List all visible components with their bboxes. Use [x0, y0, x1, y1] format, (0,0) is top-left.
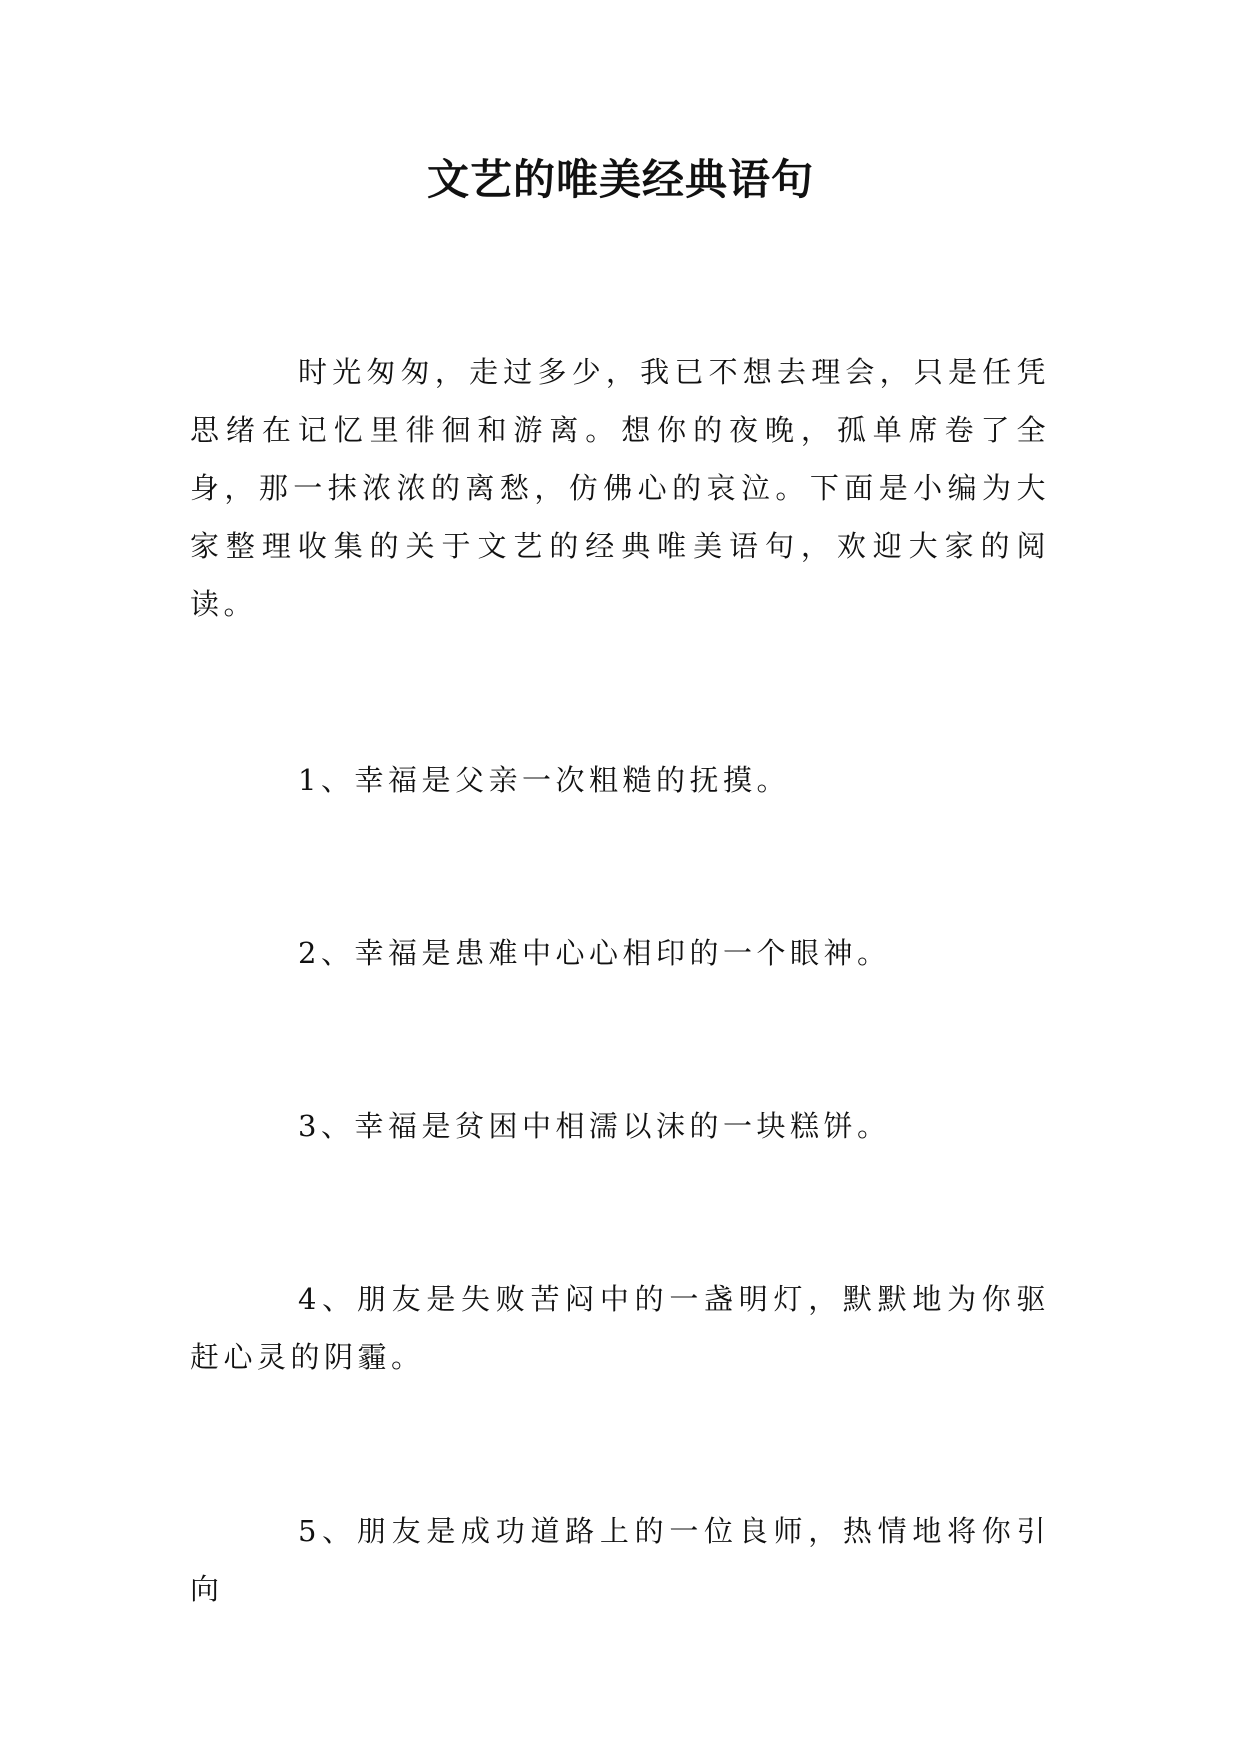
list-item: 1、幸福是父亲一次粗糙的抚摸。: [298, 763, 790, 797]
page-title: 文艺的唯美经典语句: [426, 155, 814, 204]
intro-paragraph: 时光匆匆，走过多少，我已不想去理会，只是任凭思绪在记忆里徘徊和游离。想你的夜晚，孤单席卷了全身，那一抹浓浓的离愁，仿佛心的哀泣。下面是小编为大家整理收集的关于文艺的经典唯美语句，欢迎大家的阅读。: [190, 355, 1050, 621]
list-item: 3、幸福是贫困中相濡以沫的一块糕饼。: [298, 1109, 891, 1143]
list-item: 2、幸福是患难中心心相印的一个眼神。: [298, 936, 891, 970]
list-item: 5、朋友是成功道路上的一位良师，热情地将你引向: [190, 1514, 1050, 1606]
list-item: 4、朋友是失败苦闷中的一盏明灯，默默地为你驱赶心灵的阴霾。: [190, 1282, 1050, 1374]
